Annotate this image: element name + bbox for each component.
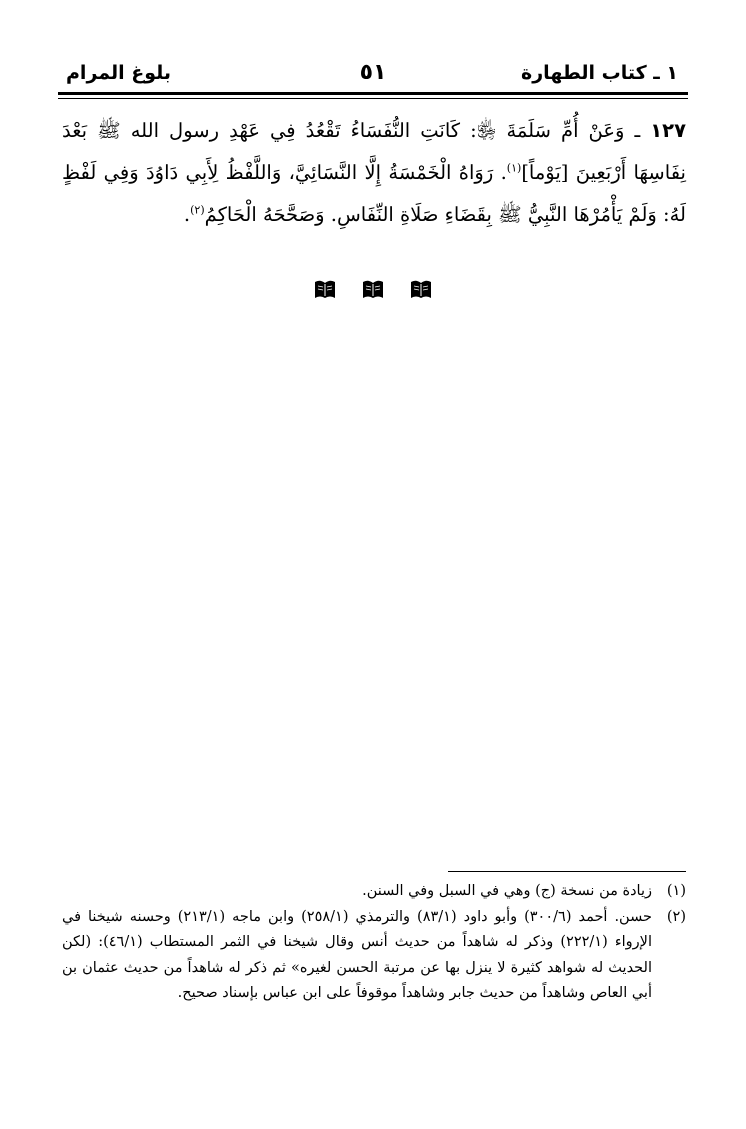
footnote-text: حسن. أحمد (٣٠٠/٦) وأبو داود (٨٣/١) والترمذي (٢٥٨/١) وابن ماجه (٢١٣/١) وحسنه شيخنا في الإرواء (٢٢٢/١) وذكر له شاهداً من حديث أنس وقال شيخنا في الثمر المستطاب (٤٦/١): (لكن الحديث له شواهد كثيرة لا ينزل بها عن مرتبة الحسن لغيره» ثم ذكر له شاهداً من حديث عثمان بن أبي العاص وشاهداً من حديث جابر وشاهداً موقوفاً على ابن عباس بإسناد صحيح. — [62, 908, 652, 1001]
section-separator — [0, 279, 746, 299]
footnote-2 — [62, 905, 686, 1007]
hadith-paragraph — [62, 110, 686, 236]
book-ornament-icon — [410, 279, 432, 299]
footnotes — [62, 879, 686, 1007]
hadith-number: ١٢٧ — [650, 119, 686, 142]
footnote-number: (٢) — [666, 908, 686, 925]
hadith-text-part1: ـ وَعَنْ أُمِّ سَلَمَةَ ﵂: كَانَتِ النُّفَسَاءُ تَقْعُدُ فِي عَهْدِ رسول الله ﷺ بَعْدَ نِفَاسِهَا أَرْبَعِينَ [يَوْماً] — [62, 119, 686, 184]
footnote-marker-1[interactable]: (١) — [506, 161, 522, 175]
footnote-1 — [62, 879, 686, 905]
hadith-text — [62, 110, 686, 236]
page-number: ٥١ — [359, 60, 387, 85]
footnote-number: (١) — [666, 883, 686, 899]
hadith-text-end: . — [183, 203, 191, 226]
footnote-text: زيادة من نسخة (ج) وهي في السبل وفي السنن. — [362, 883, 652, 899]
book-ornament-icon — [314, 279, 336, 299]
book-title: بلوغ المرام — [66, 62, 172, 84]
running-header — [58, 58, 688, 94]
header-rule-thick — [58, 92, 688, 95]
header-rule-thin — [58, 98, 688, 99]
footnote-marker-2[interactable]: (٢) — [190, 203, 205, 217]
hadith-text-part2: . رَوَاهُ الْخَمْسَةُ إِلَّا النَّسَائِيَّ، وَاللَّفْظُ لِأَبِي دَاوُدَ وَفِي لَفْظٍ لَهُ: وَلَمْ يَأْمُرْهَا النَّبِيُّ ﷺ بِقَضَاءِ صَلَاةِ النِّفَاسِ. وَصَحَّحَهُ الْحَاكِمُ — [62, 161, 686, 226]
footnote-rule — [448, 871, 686, 872]
chapter-title: ١ ـ كتاب الطهارة — [521, 62, 678, 84]
book-ornament-icon — [362, 279, 384, 299]
